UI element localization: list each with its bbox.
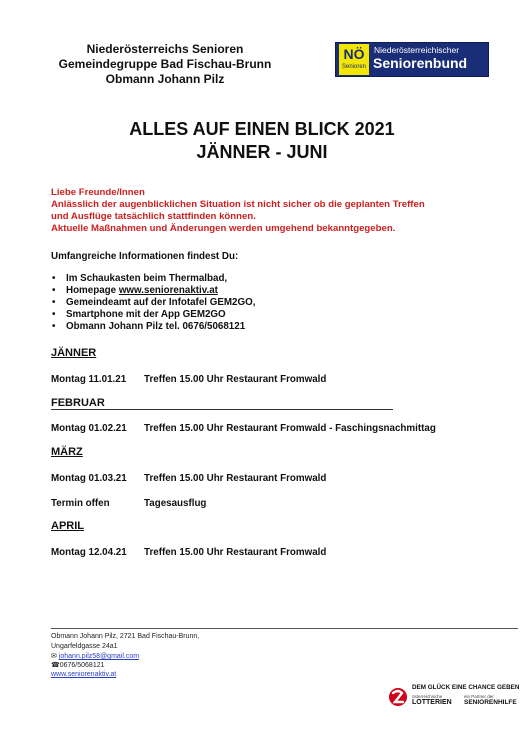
logo-sub-text: Senioren [341,64,367,70]
notice-line-3: Aktuelle Maßnahmen und Änderungen werden umgehend bekanntgegeben. [51,223,396,234]
homepage-label: Homepage [66,285,119,296]
footer-line-1: Obmann Johann Pilz, 2721 Bad Fischau-Brunn, [51,633,200,640]
sponsor-slogan: DEM GLÜCK EINE CHANCE GEBEN [412,684,520,691]
footer-divider [51,628,518,629]
notice-greeting: Liebe Freunde/Innen [51,187,145,198]
homepage-link[interactable]: www.seniorenaktiv.at [118,285,218,296]
page-title: ALLES AUF EINEN BLICK 2021 [129,119,395,139]
info-item-gemeindeamt: • Gemeindeamt auf der Infotafel GEM2GO, [66,296,255,309]
apr-date: Montag 12.04.21 [51,547,127,558]
month-apr: APRIL [51,520,84,532]
logo-line-1: Niederösterreichischer [374,45,460,55]
sponsor-label-a: österreichische [412,694,443,699]
info-item-schaukasten: • Im Schaukasten beim Thermalbad, [66,272,227,285]
footer-web-row [51,671,116,679]
footer-email-row [51,653,139,661]
month-feb: FEBRUAR [51,397,105,409]
mar-date: Montag 01.03.21 [51,473,127,484]
sponsor-seniorenhilfe: SENIORENHILFE [464,699,517,706]
page-subtitle: JÄNNER - JUNI [196,142,328,162]
feb-underline [51,409,393,410]
footer-line-2: Ungarfeldgasse 24a1 [51,643,118,650]
mar-event-2: Tagesausflug [144,498,207,509]
footer-phone-row [51,662,105,670]
apr-event: Treffen 15.00 Uhr Restaurant Fromwald [144,547,327,558]
header-line-2: Gemeindegruppe Bad Fischau-Brunn [58,57,272,71]
phone-icon: ☎ [51,662,60,669]
header-line-1: Niederösterreichs Senioren [86,42,244,56]
seniorenbund-logo [335,42,489,77]
sponsor-lotterien: LOTTERIEN [412,699,452,706]
feb-event: Treffen 15.00 Uhr Restaurant Fromwald - Faschingsnachmittag [144,423,436,434]
footer-email-link[interactable]: johann.pilz58@gmail.com [58,653,140,660]
notice-line-1: Anlässlich der augenblicklichen Situation ist nicht sicher ob die geplanten Treffen [51,199,425,210]
jan-event: Treffen 15.00 Uhr Restaurant Fromwald [144,374,327,385]
mail-icon: ✉ [51,653,59,660]
footer-web-link[interactable]: www.seniorenaktiv.at [51,671,117,678]
lotterien-logo-icon [388,685,408,709]
lotterien-sponsor [388,683,518,713]
sponsor-label-b: ein Partner der [464,694,494,699]
mar-event: Treffen 15.00 Uhr Restaurant Fromwald [144,473,327,484]
notice-line-2: und Ausflüge tatsächlich stattfinden können. [51,211,256,222]
feb-date: Montag 01.02.21 [51,423,127,434]
info-item-smartphone: • Smartphone mit der App GEM2GO [66,308,226,321]
jan-date: Montag 11.01.21 [51,374,127,385]
logo-line-2: Seniorenbund [373,55,468,71]
noe-badge-icon [339,44,369,75]
mar-date-2: Termin offen [51,498,110,509]
logo-no-text: NÖ [343,46,365,62]
header-line-3: Obmann Johann Pilz [105,72,225,86]
info-item-obmann: • Obmann Johann Pilz tel. 0676/5068121 [66,320,245,333]
info-intro: Umfangreiche Informationen findest Du: [51,251,239,262]
footer-phone: 0676/5068121 [59,662,105,669]
month-mar: MÄRZ [51,446,83,458]
month-jan: JÄNNER [51,347,97,359]
